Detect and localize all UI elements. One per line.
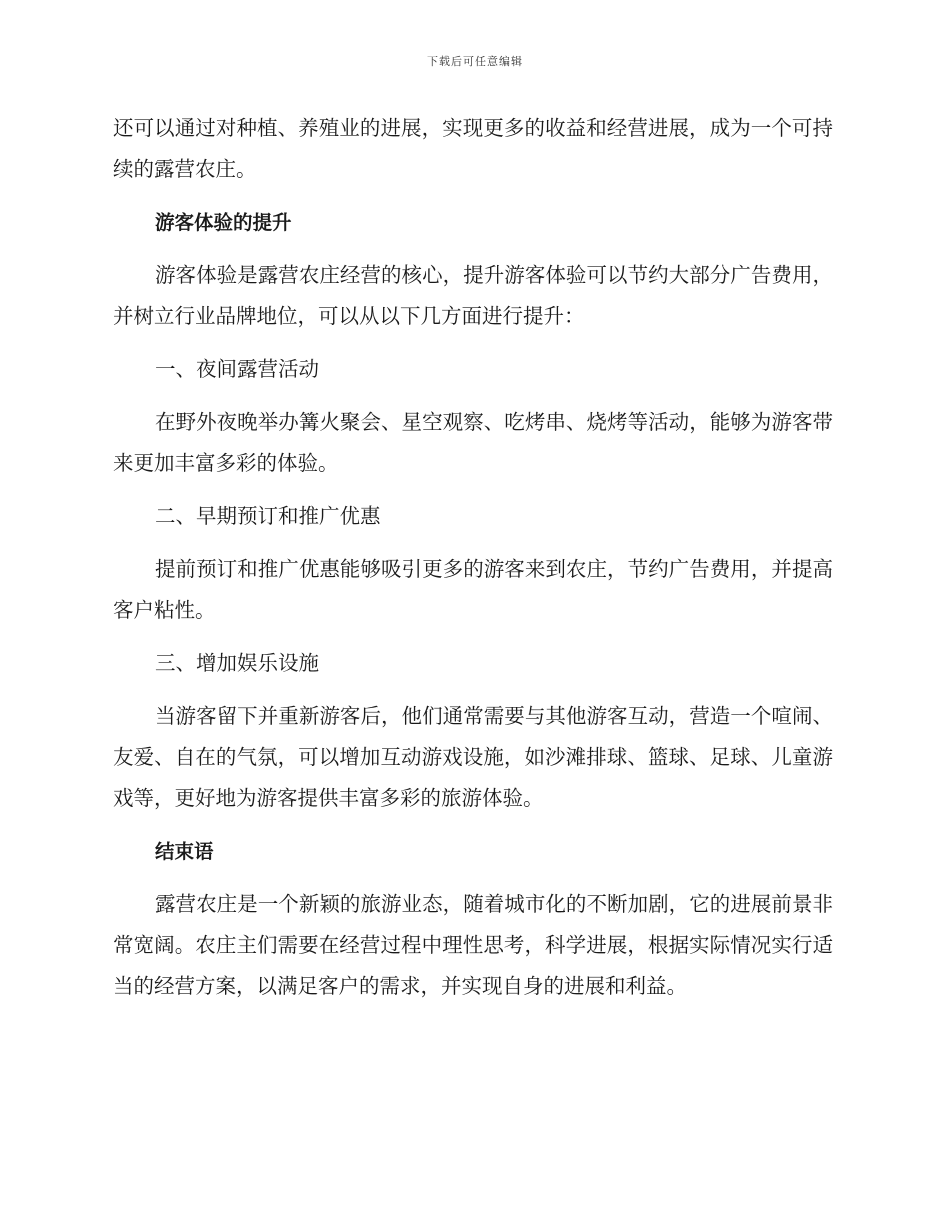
paragraph-entertainment: 当游客留下并重新游客后，他们通常需要与其他游客互动，营造一个喧闹、友爱、自在的气氛，可以增加互动游戏设施，如沙滩排球、篮球、足球、儿童游戏等，更好地为游客提供丰富多彩的旅游体验。 <box>113 704 833 810</box>
heading-visitor-experience: 游客体验的提升 <box>155 211 292 234</box>
heading-conclusion: 结束语 <box>155 840 214 863</box>
paragraph-night-camping: 在野外夜晚举办篝火聚会、星空观察、吃烤串、烧烤等活动，能够为游客带来更加丰富多彩的体验。 <box>113 410 833 475</box>
paragraph-intro: 还可以通过对种植、养殖业的进展，实现更多的收益和经营进展，成为一个可持续的露营农庄。 <box>113 116 833 181</box>
list-item-night-camping: 一、夜间露营活动 <box>155 357 319 381</box>
list-item-early-booking: 二、早期预订和推广优惠 <box>155 504 381 528</box>
document-body <box>113 108 833 1019</box>
page-header-note: 下载后可任意编辑 <box>427 55 523 68</box>
list-item-entertainment: 三、增加娱乐设施 <box>155 651 319 675</box>
paragraph-visitor-experience: 游客体验是露营农庄经营的核心，提升游客体验可以节约大部分广告费用，并树立行业品牌地位，可以从以下几方面进行提升： <box>113 263 833 328</box>
paragraph-early-booking: 提前预订和推广优惠能够吸引更多的游客来到农庄，节约广告费用，并提高客户粘性。 <box>113 557 833 622</box>
paragraph-conclusion: 露营农庄是一个新颖的旅游业态，随着城市化的不断加剧，它的进展前景非常宽阔。农庄主们需要在经营过程中理性思考，科学进展，根据实际情况实行适当的经营方案，以满足客户的需求，并实现自身的进展和利益。 <box>113 892 833 998</box>
